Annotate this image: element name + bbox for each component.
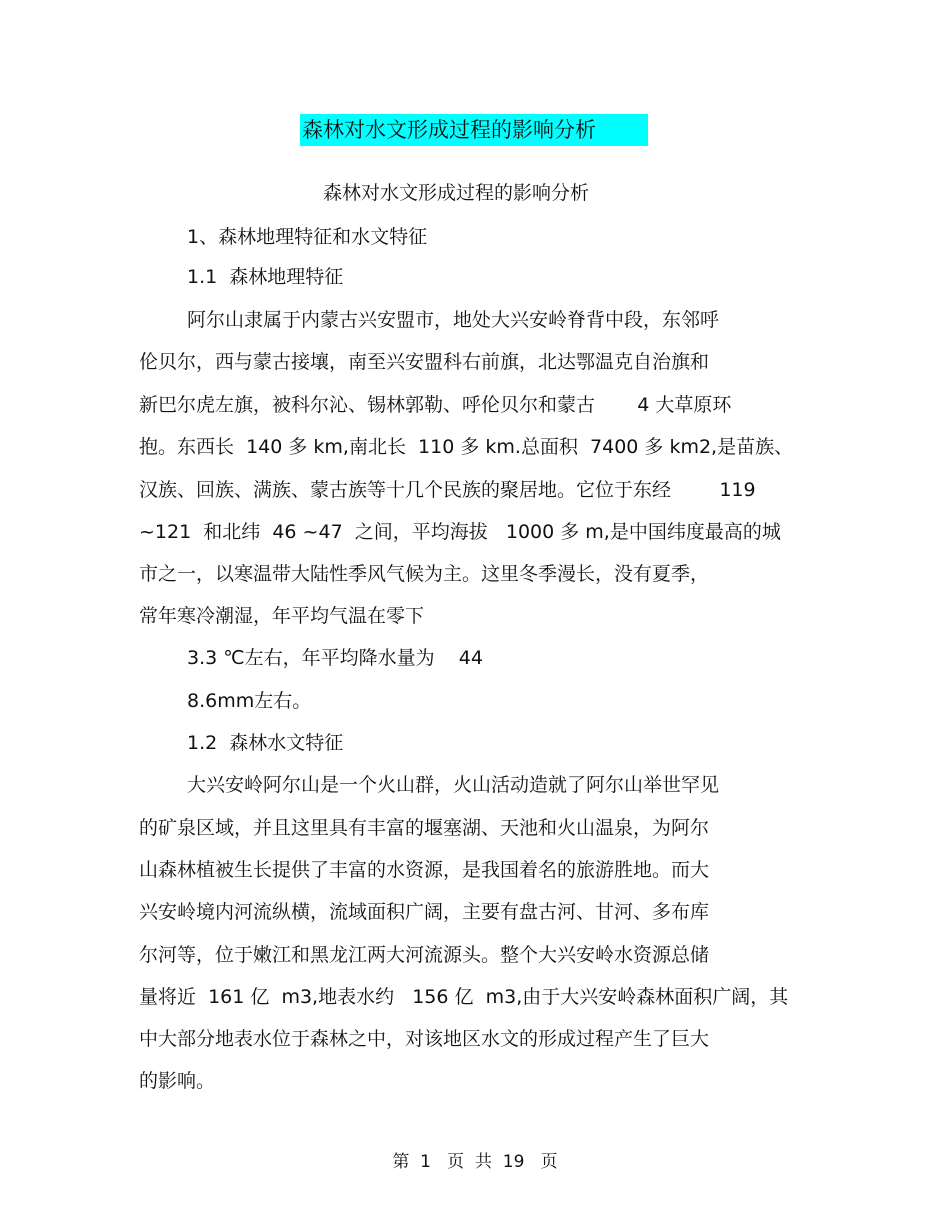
document-subtitle: 森林对水文形成过程的影响分析 [323, 182, 590, 204]
paragraph-line: 的矿泉区域，并且这里具有丰富的堰塞湖、天池和火山温泉，为阿尔 [139, 817, 710, 839]
paragraph-line: 阿尔山隶属于内蒙古兴安盟市，地处大兴安岭脊背中段，东邻呼 [187, 309, 720, 331]
paragraph-line: 常年寒冷潮湿，年平均气温在零下 [139, 605, 425, 627]
paragraph-line: 山森林植被生长提供了丰富的水资源，是我国着名的旅游胜地。而大 [139, 859, 710, 881]
highlighted-title: 森林对水文形成过程的影响分析 [300, 114, 648, 146]
paragraph-line: 市之一，以寒温带大陆性季风气候为主。这里冬季漫长，没有夏季， [139, 563, 710, 585]
paragraph-line: 新巴尔虎左旗，被科尔沁、锡林郭勒、呼伦贝尔和蒙古 4 大草原环 [139, 394, 732, 416]
paragraph-line: 中大部分地表水位于森林之中，对该地区水文的形成过程产生了巨大 [139, 1028, 710, 1050]
paragraph-line: 大兴安岭阿尔山是一个火山群，火山活动造就了阿尔山举世罕见 [187, 774, 720, 796]
paragraph-line: 伦贝尔，西与蒙古接壤，南至兴安盟科右前旗，北达鄂温克自治旗和 [139, 351, 710, 373]
section-1-heading: 1、森林地理特征和水文特征 [187, 226, 428, 248]
page-number-footer: 第 1 页 共 19 页 [392, 1152, 558, 1172]
paragraph-line: 汉族、回族、满族、蒙古族等十几个民族的聚居地。它位于东经 119 [139, 479, 756, 501]
paragraph-line: 3.3 ℃左右，年平均降水量为 44 [187, 647, 483, 669]
paragraph-line: 量将近 161 亿 m3,地表水约 156 亿 m3,由于大兴安岭森林面积广阔，其 [139, 986, 789, 1008]
paragraph-line: 的影响。 [139, 1070, 216, 1092]
paragraph-line: 8.6mm左右。 [187, 690, 312, 712]
paragraph-line: ~121 和北纬 46 ~47 之间，平均海拔 1000 多 m,是中国纬度最高的城 [139, 521, 781, 543]
section-1-1-heading: 1.1 森林地理特征 [187, 266, 344, 288]
paragraph-line: 尔河等，位于嫩江和黑龙江两大河流源头。整个大兴安岭水资源总储 [139, 944, 710, 966]
paragraph-line: 兴安岭境内河流纵横，流域面积广阔，主要有盘古河、甘河、多布库 [139, 901, 710, 923]
section-1-2-heading: 1.2 森林水文特征 [187, 732, 344, 754]
paragraph-line: 抱。东西长 140 多 km,南北长 110 多 km.总面积 7400 多 km2,是苗族、 [139, 436, 794, 458]
